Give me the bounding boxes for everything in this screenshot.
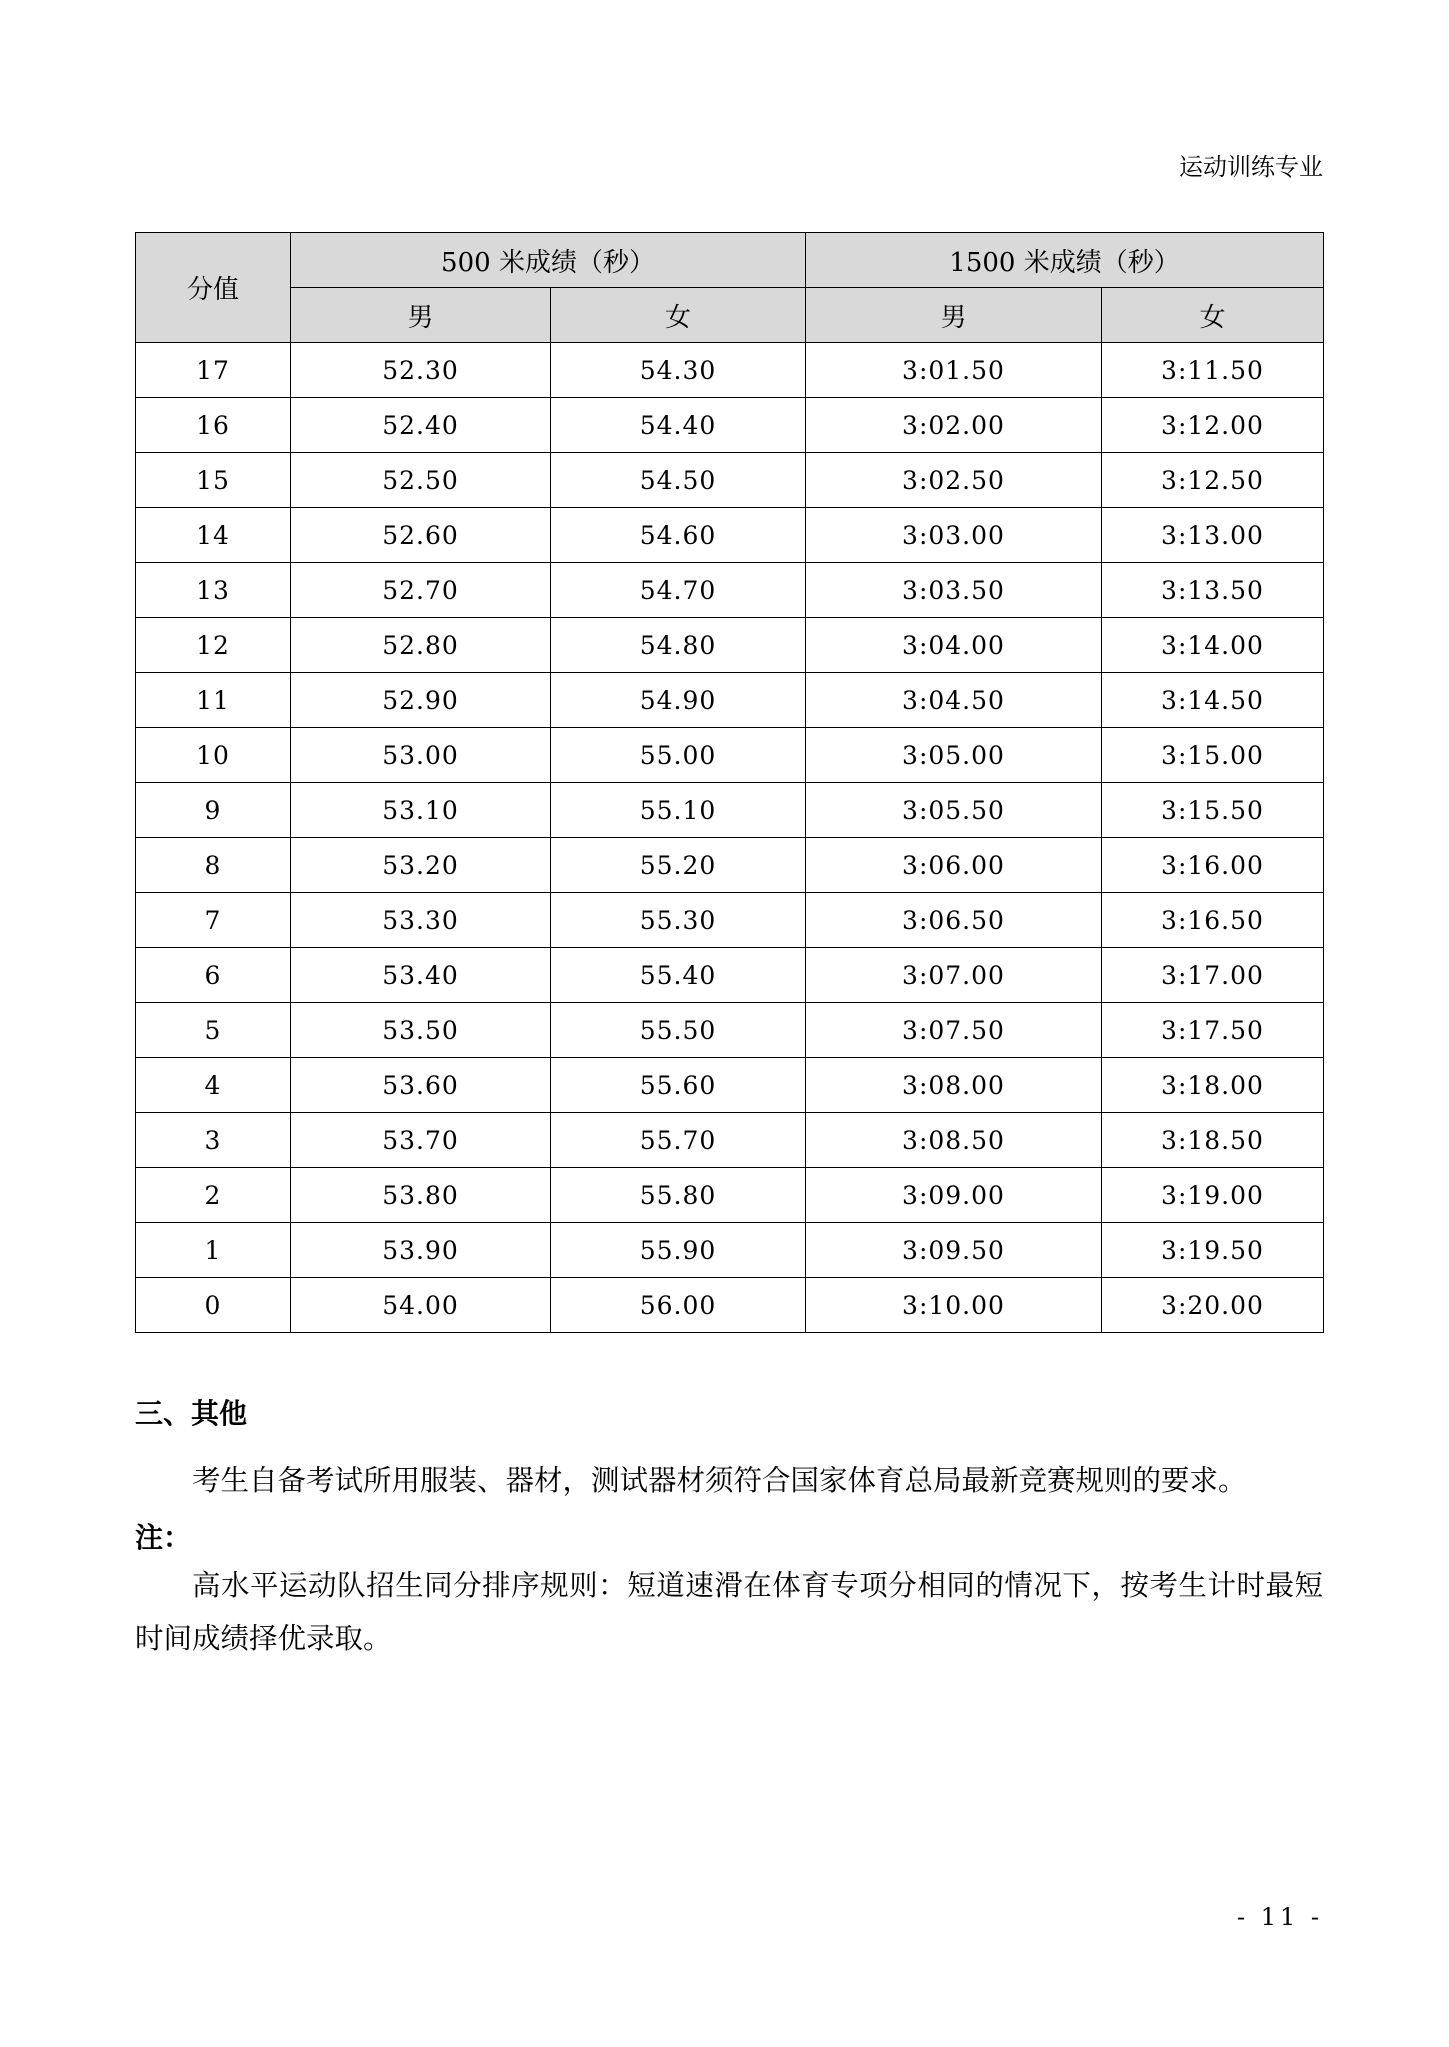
table-row [136, 1278, 1324, 1333]
female-500m-time: 54.80 [551, 618, 806, 673]
section-paragraph: 考生自备考试所用服装、器材，测试器材须符合国家体育总局最新竞赛规则的要求。 [192, 1464, 1247, 1497]
score-cell: 1 [136, 1223, 291, 1278]
male-1500m-time: 3:03.00 [806, 508, 1102, 563]
male-1500m-time: 3:07.50 [806, 1003, 1102, 1058]
female-500m-time: 55.20 [551, 838, 806, 893]
table-body [136, 343, 1324, 1333]
male-1500m-time: 3:06.50 [806, 893, 1102, 948]
female-500m-time: 55.00 [551, 728, 806, 783]
table-row [136, 893, 1324, 948]
table-header [136, 233, 1324, 343]
male-500m-time: 53.20 [291, 838, 551, 893]
table-row [136, 948, 1324, 1003]
female-1500m-time: 3:15.00 [1102, 728, 1324, 783]
table-row [136, 1223, 1324, 1278]
score-cell: 12 [136, 618, 291, 673]
male-500m-time: 53.00 [291, 728, 551, 783]
table-row [136, 728, 1324, 783]
table-row [136, 1168, 1324, 1223]
male-500m-time: 53.60 [291, 1058, 551, 1113]
table-row [136, 618, 1324, 673]
table-row [136, 673, 1324, 728]
female-1500m-time: 3:12.50 [1102, 453, 1324, 508]
male-1500m-time: 3:07.00 [806, 948, 1102, 1003]
male-500m-time: 53.10 [291, 783, 551, 838]
section-heading: 三、其他 [135, 1397, 248, 1430]
male-500m-time: 53.80 [291, 1168, 551, 1223]
female-500m-time: 55.90 [551, 1223, 806, 1278]
male-1500m-time: 3:06.00 [806, 838, 1102, 893]
score-cell: 17 [136, 343, 291, 398]
score-cell: 9 [136, 783, 291, 838]
male-1500m-time: 3:08.50 [806, 1113, 1102, 1168]
female-500m-time: 55.60 [551, 1058, 806, 1113]
table-row [136, 1058, 1324, 1113]
male-500m-time: 52.40 [291, 398, 551, 453]
male-1500m-time: 3:09.50 [806, 1223, 1102, 1278]
male-1500m-time: 3:08.00 [806, 1058, 1102, 1113]
note-paragraph: 高水平运动队招生同分排序规则：短道速滑在体育专项分相同的情况下，按考生计时最短时间成绩择优录取。 [135, 1569, 1323, 1655]
female-500m-time: 54.90 [551, 673, 806, 728]
female-500m-time: 54.70 [551, 563, 806, 618]
female-1500m-time: 3:14.50 [1102, 673, 1324, 728]
running-title: 运动训练专业 [1179, 153, 1323, 181]
female-500m-time: 55.30 [551, 893, 806, 948]
male-500m-time: 53.70 [291, 1113, 551, 1168]
table-row [136, 453, 1324, 508]
male-500m-time: 52.80 [291, 618, 551, 673]
male-1500m-header: 男 [806, 288, 1102, 343]
male-500m-time: 53.30 [291, 893, 551, 948]
female-500m-time: 56.00 [551, 1278, 806, 1333]
female-1500m-time: 3:11.50 [1102, 343, 1324, 398]
table-row [136, 343, 1324, 398]
female-1500m-time: 3:19.50 [1102, 1223, 1324, 1278]
score-column-header: 分值 [136, 233, 291, 343]
male-1500m-time: 3:04.00 [806, 618, 1102, 673]
male-1500m-time: 3:01.50 [806, 343, 1102, 398]
male-500m-time: 52.60 [291, 508, 551, 563]
male-1500m-time: 3:02.50 [806, 453, 1102, 508]
male-500m-time: 52.50 [291, 453, 551, 508]
score-cell: 13 [136, 563, 291, 618]
male-1500m-time: 3:10.00 [806, 1278, 1102, 1333]
female-500m-time: 55.40 [551, 948, 806, 1003]
male-1500m-time: 3:03.50 [806, 563, 1102, 618]
score-cell: 11 [136, 673, 291, 728]
male-500m-header: 男 [291, 288, 551, 343]
female-1500m-time: 3:17.50 [1102, 1003, 1324, 1058]
female-500m-time: 54.50 [551, 453, 806, 508]
male-1500m-time: 3:05.50 [806, 783, 1102, 838]
male-1500m-time: 3:09.00 [806, 1168, 1102, 1223]
female-1500m-time: 3:12.00 [1102, 398, 1324, 453]
score-cell: 10 [136, 728, 291, 783]
group-header-500m: 500 米成绩（秒） [291, 233, 806, 288]
score-cell: 4 [136, 1058, 291, 1113]
female-500m-header: 女 [551, 288, 806, 343]
female-1500m-time: 3:13.00 [1102, 508, 1324, 563]
score-table [135, 232, 1324, 1333]
table-header-row-groups [136, 233, 1324, 288]
table-header-row-gender [136, 288, 1324, 343]
male-500m-time: 53.40 [291, 948, 551, 1003]
female-1500m-time: 3:13.50 [1102, 563, 1324, 618]
female-1500m-header: 女 [1102, 288, 1324, 343]
table-row [136, 1003, 1324, 1058]
male-500m-time: 53.50 [291, 1003, 551, 1058]
score-cell: 6 [136, 948, 291, 1003]
table-row [136, 838, 1324, 893]
page-number: - 11 - [1236, 1903, 1323, 1931]
group-header-1500m: 1500 米成绩（秒） [806, 233, 1324, 288]
score-cell: 16 [136, 398, 291, 453]
score-cell: 3 [136, 1113, 291, 1168]
female-1500m-time: 3:15.50 [1102, 783, 1324, 838]
male-500m-time: 53.90 [291, 1223, 551, 1278]
female-500m-time: 55.70 [551, 1113, 806, 1168]
score-cell: 14 [136, 508, 291, 563]
table-row [136, 563, 1324, 618]
female-500m-time: 55.10 [551, 783, 806, 838]
table-row [136, 1113, 1324, 1168]
note-label: 注： [135, 1521, 192, 1554]
female-1500m-time: 3:20.00 [1102, 1278, 1324, 1333]
male-500m-time: 52.70 [291, 563, 551, 618]
score-cell: 0 [136, 1278, 291, 1333]
male-500m-time: 52.30 [291, 343, 551, 398]
female-500m-time: 54.60 [551, 508, 806, 563]
score-cell: 8 [136, 838, 291, 893]
male-1500m-time: 3:05.00 [806, 728, 1102, 783]
female-1500m-time: 3:16.50 [1102, 893, 1324, 948]
female-1500m-time: 3:17.00 [1102, 948, 1324, 1003]
male-500m-time: 52.90 [291, 673, 551, 728]
female-1500m-time: 3:18.50 [1102, 1113, 1324, 1168]
score-cell: 15 [136, 453, 291, 508]
table-row [136, 783, 1324, 838]
male-500m-time: 54.00 [291, 1278, 551, 1333]
table-row [136, 508, 1324, 563]
female-500m-time: 54.30 [551, 343, 806, 398]
male-1500m-time: 3:02.00 [806, 398, 1102, 453]
male-1500m-time: 3:04.50 [806, 673, 1102, 728]
score-cell: 7 [136, 893, 291, 948]
score-cell: 2 [136, 1168, 291, 1223]
female-1500m-time: 3:18.00 [1102, 1058, 1324, 1113]
female-1500m-time: 3:14.00 [1102, 618, 1324, 673]
female-500m-time: 55.80 [551, 1168, 806, 1223]
female-1500m-time: 3:16.00 [1102, 838, 1324, 893]
female-1500m-time: 3:19.00 [1102, 1168, 1324, 1223]
table-row [136, 398, 1324, 453]
female-500m-time: 55.50 [551, 1003, 806, 1058]
female-500m-time: 54.40 [551, 398, 806, 453]
score-cell: 5 [136, 1003, 291, 1058]
